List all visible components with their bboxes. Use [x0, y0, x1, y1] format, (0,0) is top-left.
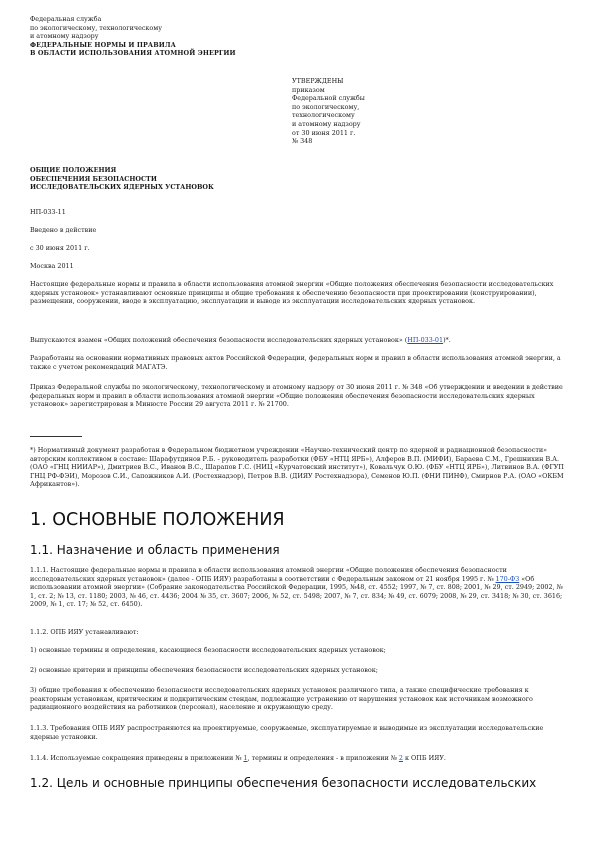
subsection-heading: 1.1. Назначение и область применения: [30, 543, 280, 557]
list-item: 2) основные критерии и принципы обеспечения безопасности исследовательских ядерных установок;: [30, 666, 378, 674]
text-fragment: Выпускаются взамен «Общих положений обеспечения безопасности исследовательских ядерных установок» (: [30, 336, 408, 344]
doc-type-line: ФЕДЕРАЛЬНЫЕ НОРМЫ И ПРАВИЛА: [30, 40, 176, 49]
approval-line: Федеральной службы: [292, 94, 365, 103]
paragraph-1-1-1: [30, 566, 565, 609]
agency-line: Федеральная служба: [30, 15, 102, 23]
approval-line: УТВЕРЖДЕНЫ: [292, 77, 344, 85]
intro-paragraph-replaces: [30, 336, 565, 345]
link-np-033-01[interactable]: НП-033-01: [407, 336, 444, 344]
effective-date: с 30 июня 2011 г.: [30, 244, 90, 252]
footnote: *) Нормативный документ разработан в Федеральном бюджетном учреждении «Научно-технический центр по ядерной и радиационной безопасности» авторским коллективом в составе: Шарафутдинов Р.Б. - руководитель разработки (ФБУ «НТЦ ЯРБ»), Алферов В.П. (МИФИ), Бараева С.М., Грешнихин В.А. (ОАО «ГНЦ НИИАР»), Дмитриев В.С., Иванов В.С., Шарапов Г.С. (НИЦ «Курчатовский институт»), Ковальчук О.Ю. (ФБУ «НТЦ ЯРБ»), Литвинов В.А. (ФГУП ГНЦ РФ-ФЭИ), Морозов С.И., Сапожников А.И. (Ростехнадзор), Петров В.В. (ДИЯУ Ростехнадзора), Семенов Ю.П. (ФНИ ПИНФ), Смирнов Р.А. (ОАО «ОКБМ Африкантов»).: [30, 446, 564, 489]
approval-line: по экологическому,: [292, 102, 360, 111]
approval-line: от 30 июня 2011 г.: [292, 128, 356, 137]
paragraph-1-1-3: 1.1.3. Требования ОПБ ИЯУ распространяются на проектируемые, сооружаемые, эксплуатируемые и выводимые из эксплуатации исследовательские ядерные установки.: [30, 724, 544, 741]
intro-paragraph: Разработаны на основании нормативных правовых актов Российской Федерации, федеральных норм и правил в области использования атомной энергии, а также с учетом рекомендаций МАГАТЭ.: [30, 354, 561, 371]
text-fragment: к ОПБ ИЯУ.: [402, 754, 446, 762]
approval-line: приказом: [292, 85, 325, 94]
title-line: ОБЩИЕ ПОЛОЖЕНИЯ: [30, 166, 117, 174]
paragraph-1-1-2: 1.1.2. ОПБ ИЯУ устанавливают:: [30, 628, 139, 636]
agency-line: и атомному надзору: [30, 32, 99, 41]
link-appendix-1[interactable]: 1: [243, 754, 248, 762]
title-line: ИССЛЕДОВАТЕЛЬСКИХ ЯДЕРНЫХ УСТАНОВОК: [30, 183, 214, 192]
list-item: 1) основные термины и определения, касающиеся безопасности исследовательских ядерных установок;: [30, 646, 386, 654]
list-item: 3) общие требования к обеспечению безопасности исследовательских ядерных установок различного типа, а также специфические требования к реакторным установкам, критическим и подкритическим стендам, подлежащие устранению от нарушения установок как источникам возможного радиационного воздействия на работников (персонал), население и окружающую среду.: [30, 686, 533, 712]
text-fragment: 1.1.1. Настоящие федеральные нормы и правила в области использования атомной энергии «Общие положения обеспечения безопасности исследовательских ядерных установок» (далее - ОПБ ИЯУ) разработаны в соответствии с Федеральным законом от 21 ноября 1995 г. №: [30, 566, 507, 583]
subsection-heading: 1.2. Цель и основные принципы обеспечения безопасности исследовательских: [30, 776, 537, 790]
approval-line: № 348: [292, 137, 313, 146]
document-code: НП-033-11: [30, 208, 66, 216]
section-heading: 1. ОСНОВНЫЕ ПОЛОЖЕНИЯ: [30, 510, 285, 530]
agency-header: [30, 15, 280, 58]
effective-label: Введено в действие: [30, 226, 97, 234]
approval-block: [292, 77, 492, 146]
paragraph-1-1-4: [30, 754, 565, 763]
doc-type-line: В ОБЛАСТИ ИСПОЛЬЗОВАНИЯ АТОМНОЙ ЭНЕРГИИ: [30, 49, 236, 58]
approval-line: технологическому: [292, 111, 355, 120]
agency-line: по экологическому, технологическому: [30, 23, 162, 32]
approval-line: и атомному надзору: [292, 119, 361, 128]
text-fragment: , термины и определения - в приложении №: [247, 754, 399, 762]
intro-paragraph: Настоящие федеральные нормы и правила в области использования атомной энергии «Общие положения обеспечения безопасности исследовательских ядерных установок» устанавливают основные принципы и общие требования к обеспечению безопасности при проектировании (конструировании), размещении, сооружении, вводе в эксплуатацию, эксплуатации и выводе из эксплуатации исследовательских ядерных установок.: [30, 280, 554, 306]
text-fragment: 1.1.4. Используемые сокращения приведены в приложении №: [30, 754, 244, 762]
text-fragment: «Об использовании атомной энергии» (Собрание законодательства Российской Федерации, 1995, №48, ст. 4552; 1997, № 7, ст. 808; 2001, № 29, ст. 2949; 2002, № 1, ст. 2; № 13, ст. 1180; 2003, № 46, ст. 4436; 2004 № 35, ст. 3607; 2006, № 52, ст. 5498; 2007, № 7, ст. 834; № 49, ст. 6079; 2008, № 29, ст. 3418; № 30, ст. 3616; 2009, № 1, ст. 17; № 52, ст. 6450).: [30, 574, 563, 609]
footnote-divider: [30, 436, 82, 437]
link-170-fz[interactable]: 170-ФЗ: [495, 574, 520, 583]
title-line: ОБЕСПЕЧЕНИЯ БЕЗОПАСНОСТИ: [30, 174, 157, 183]
city-year: Москва 2011: [30, 262, 74, 270]
intro-paragraph: Приказ Федеральной службы по экологическому, технологическому и атомному надзору от 30 июня 2011 г. № 348 «Об утверждении и введении в действие федеральных норм и правил в области использования атомной энергии «Общие положения обеспечения безопасности исследовательских ядерных установок» зарегистрирован в Минюсте России 29 августа 2011 г. № 21700.: [30, 383, 563, 409]
text-fragment: )*.: [443, 336, 451, 344]
link-appendix-2[interactable]: 2: [398, 754, 403, 762]
document-title: [30, 166, 330, 192]
